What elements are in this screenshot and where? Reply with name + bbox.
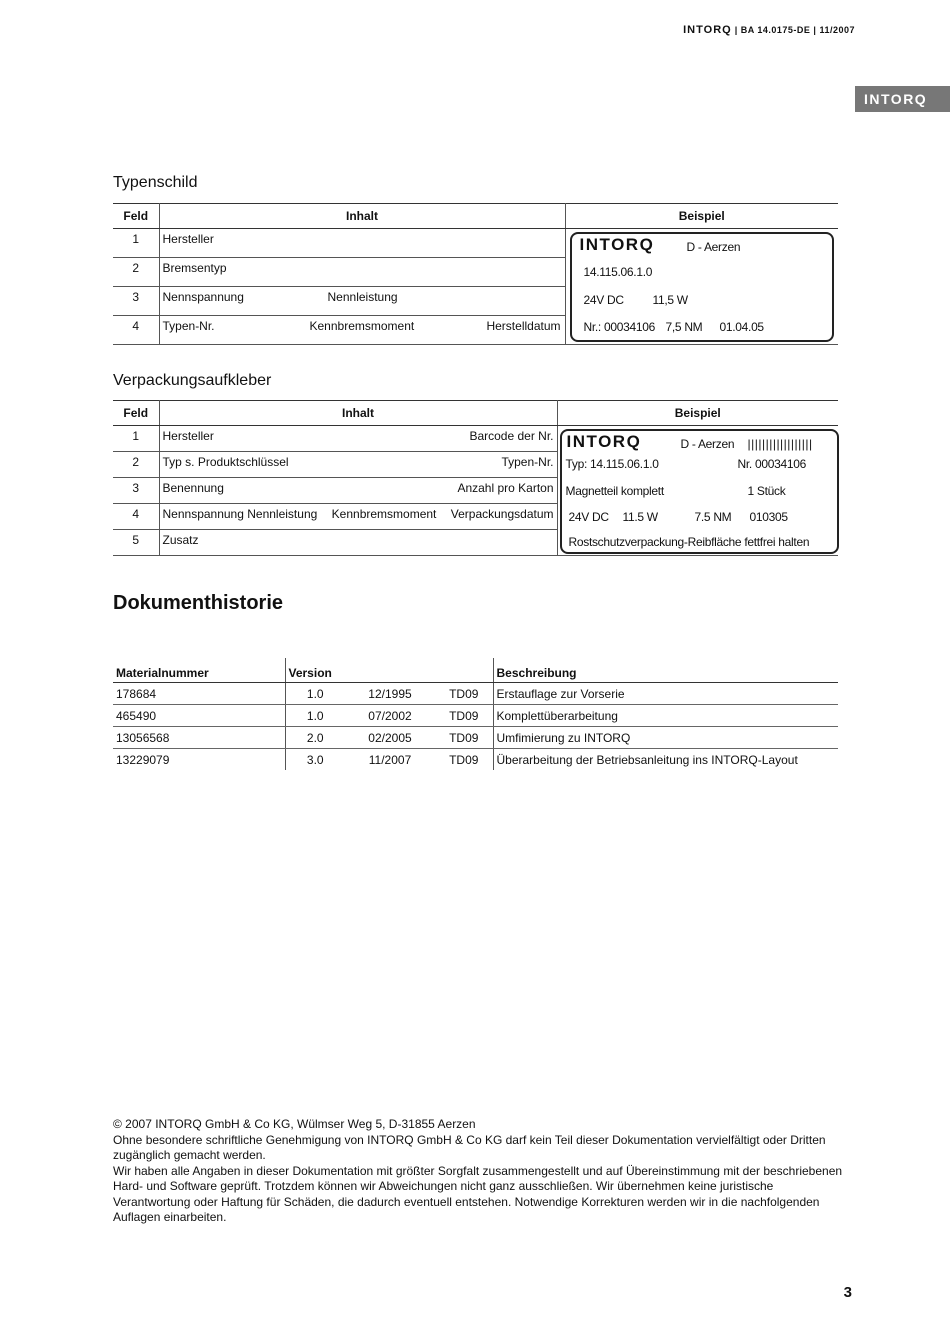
version-date: 11/2007 — [368, 752, 412, 767]
historie-title: Dokumenthistorie — [113, 592, 284, 614]
label-voltage: 24V DC — [568, 510, 609, 524]
version: 2.0 — [285, 727, 345, 749]
verpackung-label — [560, 429, 839, 554]
col-header-version: Version — [285, 658, 493, 683]
typenschild-example-cell — [565, 229, 838, 345]
row-number: 4 — [113, 504, 159, 530]
table-row — [113, 749, 838, 771]
material-number: 465490 — [113, 705, 285, 727]
row-text: Typ s. Produktschlüssel — [162, 455, 289, 469]
typenschild-title: Typenschild — [113, 174, 198, 191]
table-row — [113, 705, 838, 727]
material-number: 13056568 — [113, 727, 285, 749]
header-brand: INTORQ — [683, 24, 732, 36]
label-name: Magnetteil komplett — [565, 484, 664, 498]
header-doc-id: | BA 14.0175-DE | 11/2007 — [734, 25, 855, 35]
row-text: Barcode der Nr. — [469, 429, 554, 443]
row-number: 5 — [113, 530, 159, 556]
label-logo: INTORQ — [566, 432, 642, 451]
version-date: 07/2002 — [345, 705, 435, 727]
copyright-line: © 2007 INTORQ GmbH & Co KG, Wülmser Weg 5, D-31855 Aerzen — [113, 1117, 476, 1131]
disclaimer: Wir haben alle Angaben in dieser Dokumentation mit größter Sorgfalt zusammengestellt und auf Übereinstimmung mit der beschriebenen Hard- und Software geprüft. Trotzdem können wir Abweichungen nicht ganz ausschließen. Wir übernehmen keine juristische Verantwortung oder Haftung für Schäden, die dadurch eventuell entstehen. Notwendige Korrekturen werden wir in die nachfolgenden Auflagen einarbeiten. — [113, 1163, 843, 1224]
row-text: Nennspannung Nennleistung — [162, 507, 318, 521]
row-number: 4 — [113, 316, 159, 345]
copyright-notice: Ohne besondere schriftliche Genehmigung von INTORQ GmbH & Co KG darf kein Teil dieser Dokumentation vervielfältigt oder Dritten zugänglich gemacht werden. — [113, 1132, 826, 1162]
row-number: 3 — [113, 478, 159, 504]
row-content — [159, 478, 557, 504]
version-date: 02/2005 — [345, 727, 435, 749]
row-text: Herstelldatum — [486, 319, 561, 333]
row-number: 1 — [113, 229, 159, 258]
description: Erstauflage zur Vorserie — [493, 683, 838, 705]
description: Überarbeitung der Betriebsanleitung ins INTORQ-Layout — [496, 752, 798, 767]
legal-footer — [113, 1117, 843, 1226]
row-text: Kennbremsmoment — [331, 507, 437, 521]
label-qty: 1 Stück — [747, 484, 786, 498]
label-origin: D - Aerzen — [686, 240, 741, 254]
row-text: Nennspannung — [162, 290, 244, 304]
col-header-inhalt: Inhalt — [159, 401, 557, 426]
label-type: 14.115.06.1.0 — [583, 265, 653, 279]
col-header-inhalt: Inhalt — [159, 204, 565, 229]
version-code: TD09 — [435, 727, 493, 749]
label-logo: INTORQ — [579, 235, 655, 254]
verpackung-table — [113, 400, 838, 556]
row-number: 2 — [113, 258, 159, 287]
row-text: Typen-Nr. — [162, 319, 215, 333]
col-header-feld: Feld — [113, 401, 159, 426]
row-text: Benennung — [162, 481, 224, 495]
row-content — [159, 287, 565, 316]
label-note: Rostschutzverpackung-Reibfläche fettfrei halten — [568, 535, 810, 549]
description: Umfimierung zu INTORQ — [493, 727, 838, 749]
row-text: Zusatz — [162, 533, 199, 547]
col-header-beispiel: Beispiel — [565, 204, 838, 229]
row-number: 2 — [113, 452, 159, 478]
version: 3.0 — [306, 752, 324, 767]
version: 1.0 — [285, 705, 345, 727]
verpackung-example-cell — [557, 426, 838, 556]
version-date: 12/1995 — [345, 683, 435, 705]
row-content — [159, 229, 565, 258]
row-number: 1 — [113, 426, 159, 452]
col-header-materialnummer: Materialnummer — [113, 658, 285, 683]
label-power: 11,5 W — [652, 293, 688, 307]
table-row — [113, 727, 838, 749]
table-row — [113, 683, 838, 705]
row-number: 3 — [113, 287, 159, 316]
label-voltage: 24V DC — [583, 293, 624, 307]
row-text: Nennleistung — [327, 290, 398, 304]
typenschild-table — [113, 203, 838, 345]
label-nr: Nr.: 00034106 — [583, 320, 655, 334]
row-content — [159, 426, 557, 452]
label-barcode: |||||||||||||||||| — [747, 437, 813, 451]
page-number: 3 — [843, 1284, 852, 1301]
label-torque: 7.5 NM — [694, 510, 732, 524]
typenschild-label — [570, 232, 834, 342]
row-text: Bremsentyp — [162, 261, 227, 275]
row-content — [159, 530, 557, 556]
material-number: 13229079 — [113, 749, 285, 771]
historie-table — [113, 658, 838, 770]
row-content — [159, 504, 557, 530]
label-date: 01.04.05 — [719, 320, 764, 334]
label-power: 11.5 W — [622, 510, 658, 524]
col-header-beschreibung: Beschreibung — [493, 658, 838, 683]
row-text: Kennbremsmoment — [309, 319, 415, 333]
verpackung-title: Verpackungsaufkleber — [113, 372, 272, 389]
brand-logo-tab: INTORQ — [855, 86, 950, 112]
row-text: Hersteller — [162, 429, 214, 443]
label-nr: Nr. 00034106 — [737, 457, 806, 471]
version-code: TD09 — [435, 749, 493, 771]
label-origin: D - Aerzen — [680, 437, 735, 451]
table-row — [113, 229, 838, 258]
row-text: Anzahl pro Karton — [457, 481, 554, 495]
col-header-beispiel: Beispiel — [557, 401, 838, 426]
running-header — [683, 24, 855, 36]
material-number: 178684 — [113, 683, 285, 705]
description: Komplettüberarbeitung — [493, 705, 838, 727]
label-type: Typ: 14.115.06.1.0 — [565, 457, 659, 471]
label-torque: 7,5 NM — [665, 320, 703, 334]
row-content — [159, 452, 557, 478]
label-date: 010305 — [749, 510, 788, 524]
col-header-feld: Feld — [113, 204, 159, 229]
row-text: Typen-Nr. — [501, 455, 554, 469]
version-code: TD09 — [435, 683, 493, 705]
row-content — [159, 316, 565, 345]
version: 1.0 — [285, 683, 345, 705]
table-row — [113, 426, 838, 452]
row-text: Verpackungsdatum — [450, 507, 554, 521]
version-code: TD09 — [435, 705, 493, 727]
row-content — [159, 258, 565, 287]
row-text: Hersteller — [162, 232, 214, 246]
